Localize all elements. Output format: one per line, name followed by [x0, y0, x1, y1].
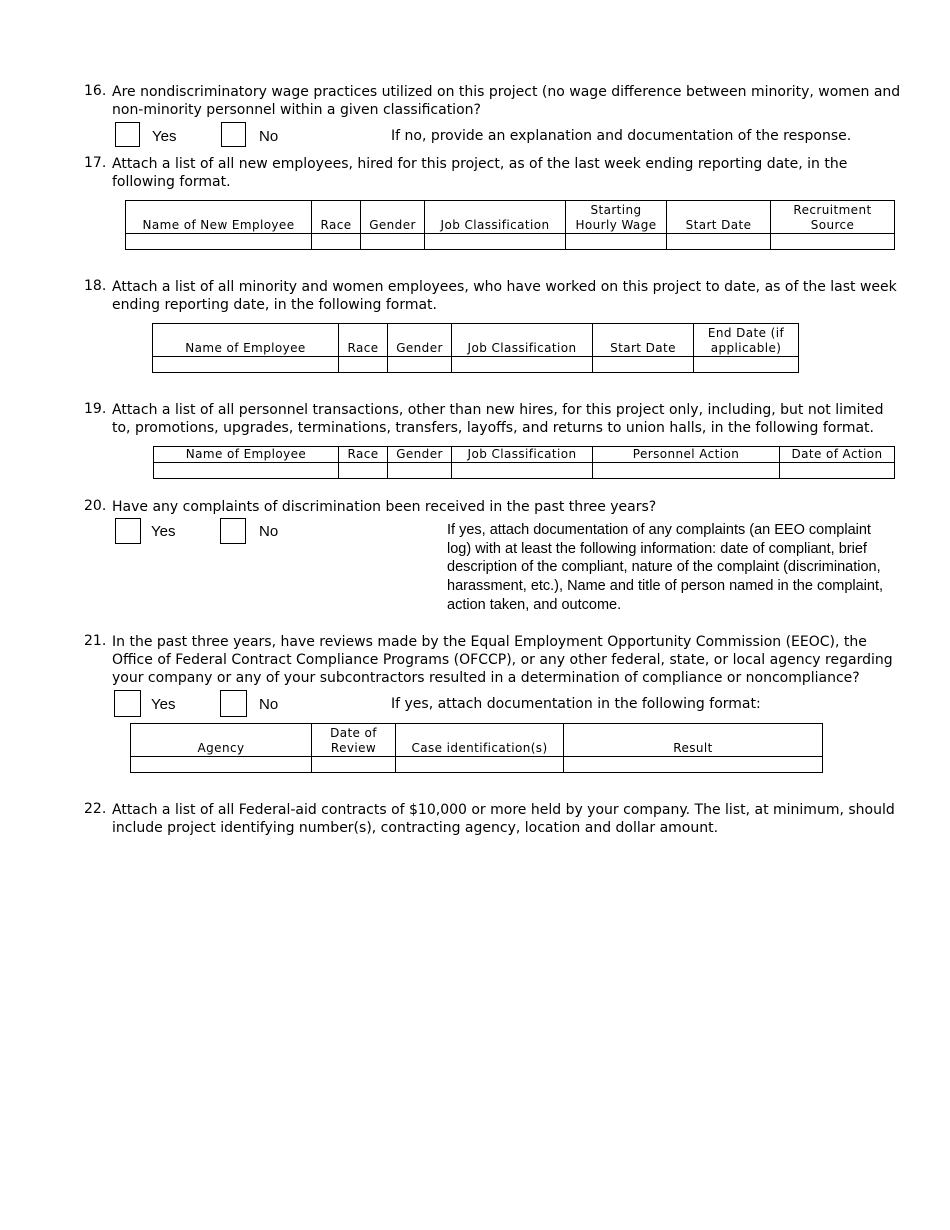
table-row: [131, 757, 823, 773]
question-number: 18.: [84, 278, 107, 294]
no-checkbox-q21[interactable]: [220, 690, 247, 717]
no-checkbox-q20[interactable]: [220, 518, 246, 544]
question-21: [84, 633, 899, 689]
table-cell[interactable]: [694, 357, 799, 373]
column-header: Gender: [388, 447, 452, 463]
question-text: Are nondiscriminatory wage practices utilized on this project (no wage difference between minority, women and non-minority personnel within a given classification?: [112, 84, 901, 118]
table-cell[interactable]: [593, 463, 780, 479]
question-number: 19.: [84, 401, 107, 417]
table-cell[interactable]: [564, 757, 823, 773]
table-cell[interactable]: [312, 234, 361, 250]
table-cell[interactable]: [339, 357, 388, 373]
yes-label-q21: Yes: [151, 696, 176, 713]
column-header: Race: [312, 201, 361, 234]
column-header: End Date (if applicable): [694, 324, 799, 357]
column-header: Name of Employee: [153, 324, 339, 357]
personnel-transactions-table: [153, 446, 895, 479]
question-22: [84, 801, 899, 841]
q21-note: If yes, attach documentation in the following format:: [391, 696, 761, 712]
column-header: Name of New Employee: [126, 201, 312, 234]
no-label-q20: No: [259, 523, 279, 540]
table-cell[interactable]: [452, 357, 593, 373]
column-header: Case identification(s): [396, 724, 564, 757]
table-cell[interactable]: [131, 757, 312, 773]
minority-employees-table: [152, 323, 799, 373]
column-header: Name of Employee: [154, 447, 339, 463]
question-text: Attach a list of all new employees, hired for this project, as of the last week ending reporting date, in the following format.: [112, 156, 848, 190]
yes-checkbox-q16[interactable]: [115, 122, 140, 147]
column-header: Race: [339, 324, 388, 357]
new-employees-table: [125, 200, 895, 250]
column-header: Agency: [131, 724, 312, 757]
question-text: In the past three years, have reviews made by the Equal Employment Opportunity Commission (EEOC), the Office of Federal Contract Compliance Programs (OFCCP), or any other federal, state, or local agency regarding your company or any of your subcontractors resulted in a determination of compliance or noncompliance?: [112, 634, 893, 686]
q20-note: If yes, attach documentation of any complaints (an EEO complaint log) with at least the following information: date of compliant, brief description of the compliant, nature of the complaint (discrimination, harassment, etc.), Name and title of person named in the complaint, action taken, and outcome.: [447, 522, 884, 613]
column-header: Race: [339, 447, 388, 463]
table-cell[interactable]: [593, 357, 694, 373]
table-cell[interactable]: [153, 357, 339, 373]
table-cell[interactable]: [396, 757, 564, 773]
table-cell[interactable]: [361, 234, 425, 250]
column-header: Gender: [388, 324, 452, 357]
question-text: Have any complaints of discrimination been received in the past three years?: [112, 499, 657, 515]
table-cell[interactable]: [388, 357, 452, 373]
table-cell[interactable]: [312, 757, 396, 773]
column-header: Job Classification: [425, 201, 566, 234]
no-checkbox-q16[interactable]: [221, 122, 246, 147]
column-header: Job Classification: [452, 447, 593, 463]
question-19: [84, 401, 899, 441]
question-text: Attach a list of all personnel transactions, other than new hires, for this project only, including, but not limited to, promotions, upgrades, terminations, transfers, layoffs, and returns to union halls, in the following format.: [112, 402, 884, 436]
column-header: Date of Action: [780, 447, 895, 463]
question-number: 22.: [84, 801, 107, 817]
table-cell[interactable]: [388, 463, 452, 479]
column-header: Date of Review: [312, 724, 396, 757]
question-18: [84, 278, 899, 318]
yes-label-q20: Yes: [151, 523, 176, 540]
question-number: 17.: [84, 155, 107, 171]
table-cell[interactable]: [771, 234, 895, 250]
no-label-q16: No: [259, 128, 279, 145]
column-header: Start Date: [667, 201, 771, 234]
agency-reviews-table: [130, 723, 823, 773]
table-row: [153, 357, 799, 373]
yes-checkbox-q21[interactable]: [114, 690, 141, 717]
table-row: [154, 463, 895, 479]
question-text: Attach a list of all minority and women employees, who have worked on this project to date, as of the last week ending reporting date, in the following format.: [112, 279, 897, 313]
table-cell[interactable]: [452, 463, 593, 479]
column-header: Recruitment Source: [771, 201, 895, 234]
table-cell[interactable]: [126, 234, 312, 250]
table-cell[interactable]: [339, 463, 388, 479]
table-cell[interactable]: [780, 463, 895, 479]
column-header: Job Classification: [452, 324, 593, 357]
yes-label-q16: Yes: [152, 128, 177, 145]
question-17: [84, 155, 899, 195]
no-label-q21: No: [259, 696, 279, 713]
table-cell[interactable]: [425, 234, 566, 250]
question-text: Attach a list of all Federal-aid contracts of $10,000 or more held by your company. The list, at minimum, should include project identifying number(s), contracting agency, location and dollar amount.: [112, 802, 895, 836]
table-cell[interactable]: [566, 234, 667, 250]
table-cell[interactable]: [154, 463, 339, 479]
column-header: Starting Hourly Wage: [566, 201, 667, 234]
table-cell[interactable]: [667, 234, 771, 250]
column-header: Personnel Action: [593, 447, 780, 463]
column-header: Result: [564, 724, 823, 757]
question-20: [84, 498, 899, 518]
q16-note: If no, provide an explanation and documentation of the response.: [391, 128, 852, 144]
column-header: Gender: [361, 201, 425, 234]
question-number: 20.: [84, 498, 107, 514]
table-row: [126, 234, 895, 250]
question-number: 16.: [84, 83, 107, 99]
column-header: Start Date: [593, 324, 694, 357]
question-number: 21.: [84, 633, 107, 649]
yes-checkbox-q20[interactable]: [115, 518, 141, 544]
